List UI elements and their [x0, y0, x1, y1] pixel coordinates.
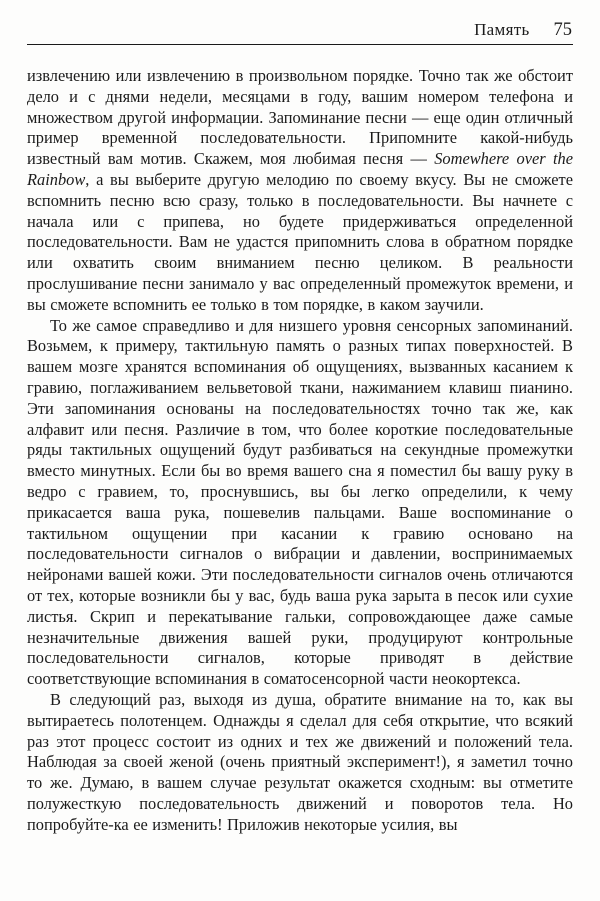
paragraph-1-text-before: извлечению или извлечению в произвольном порядке. Точно так же обстоит дело и с днями недели, месяцами в году, вашим номером телефона и множеством другой информации. Запоминание песни — еще один отличный пример временной последовательности. Припомните какой-нибудь известный вам мотив. Скажем, моя любимая песня — [27, 66, 573, 169]
header-rule [27, 44, 573, 45]
paragraph-3: В следующий раз, выходя из душа, обратите внимание на то, как вы вытираетесь полотенцем. Однажды я сделал для себя открытие, что всякий раз этот процесс состоит из одних и тех же движений и положений тела. Наблюдая за своей женой (очень приятный эксперимент!), я заметил точно то же. Думаю, в вашем случае результат окажется сходным: вы отметите полужесткую последовательность движений и поворотов тела. Но попробуйте-ка ее изменить! Приложив некоторые усилия, вы [27, 689, 573, 834]
paragraph-1-text-after: , а вы выберите другую мелодию по своему вкусу. Вы не сможете вспомнить песню всю сразу, только в последовательности. Вы начнете с начала или с припева, но будете придерживаться определенной последовательности. Вам не удастся припомнить слова в обратном порядке или охватить своим вниманием песню целиком. В реальности прослушивание песни занимало у вас определенный промежуток времени, и вы сможете вспомнить ее только в том порядке, в каком заучили. [27, 169, 573, 314]
page-number: 75 [553, 20, 572, 40]
paragraph-2: То же самое справедливо и для низшего уровня сенсорных запоминаний. Возьмем, к примеру, тактильную память о разных типах поверхностей. В вашем мозге хранятся вспоминания об ощущениях, вызванных касанием к гравию, поглаживанием вельветовой ткани, нажиманием клавиш пианино. Эти запоминания основаны на последовательностях точно так же, как алфавит или песня. Различие в том, что более короткие последовательные ряды тактильных ощущений будут разбиваться на секундные промежутки вместо минутных. Если бы во время вашего сна я поместил бы вашу руку в ведро с гравием, то, проснувшись, вы бы легко определили, к чему прикасается ваша рука, пошевелив пальцами. Ваше воспоминание о тактильном ощущении при касании к гравию основано на последовательности сигналов о вибрации и давлении, воспринимаемых нейронами вашей кожи. Эти последовательности сигналов очень отличаются от тех, которые возникли бы у вас, будь ваша рука зарыта в песок или сухие листья. Скрип и перекатывание гальки, сопровождающее даже самые незначительные движения вашей руки, продуцируют контрольные последовательности сигналов, которые приводят в действие соответствующие вспоминания в соматосенсорной части неокортекса. [27, 315, 573, 689]
song-title-italic: Somewhere over the Rainbow [27, 149, 574, 189]
chapter-title: Память [474, 20, 530, 39]
paragraph-1 [27, 66, 573, 316]
page-header [27, 20, 573, 40]
body-text [27, 66, 573, 835]
